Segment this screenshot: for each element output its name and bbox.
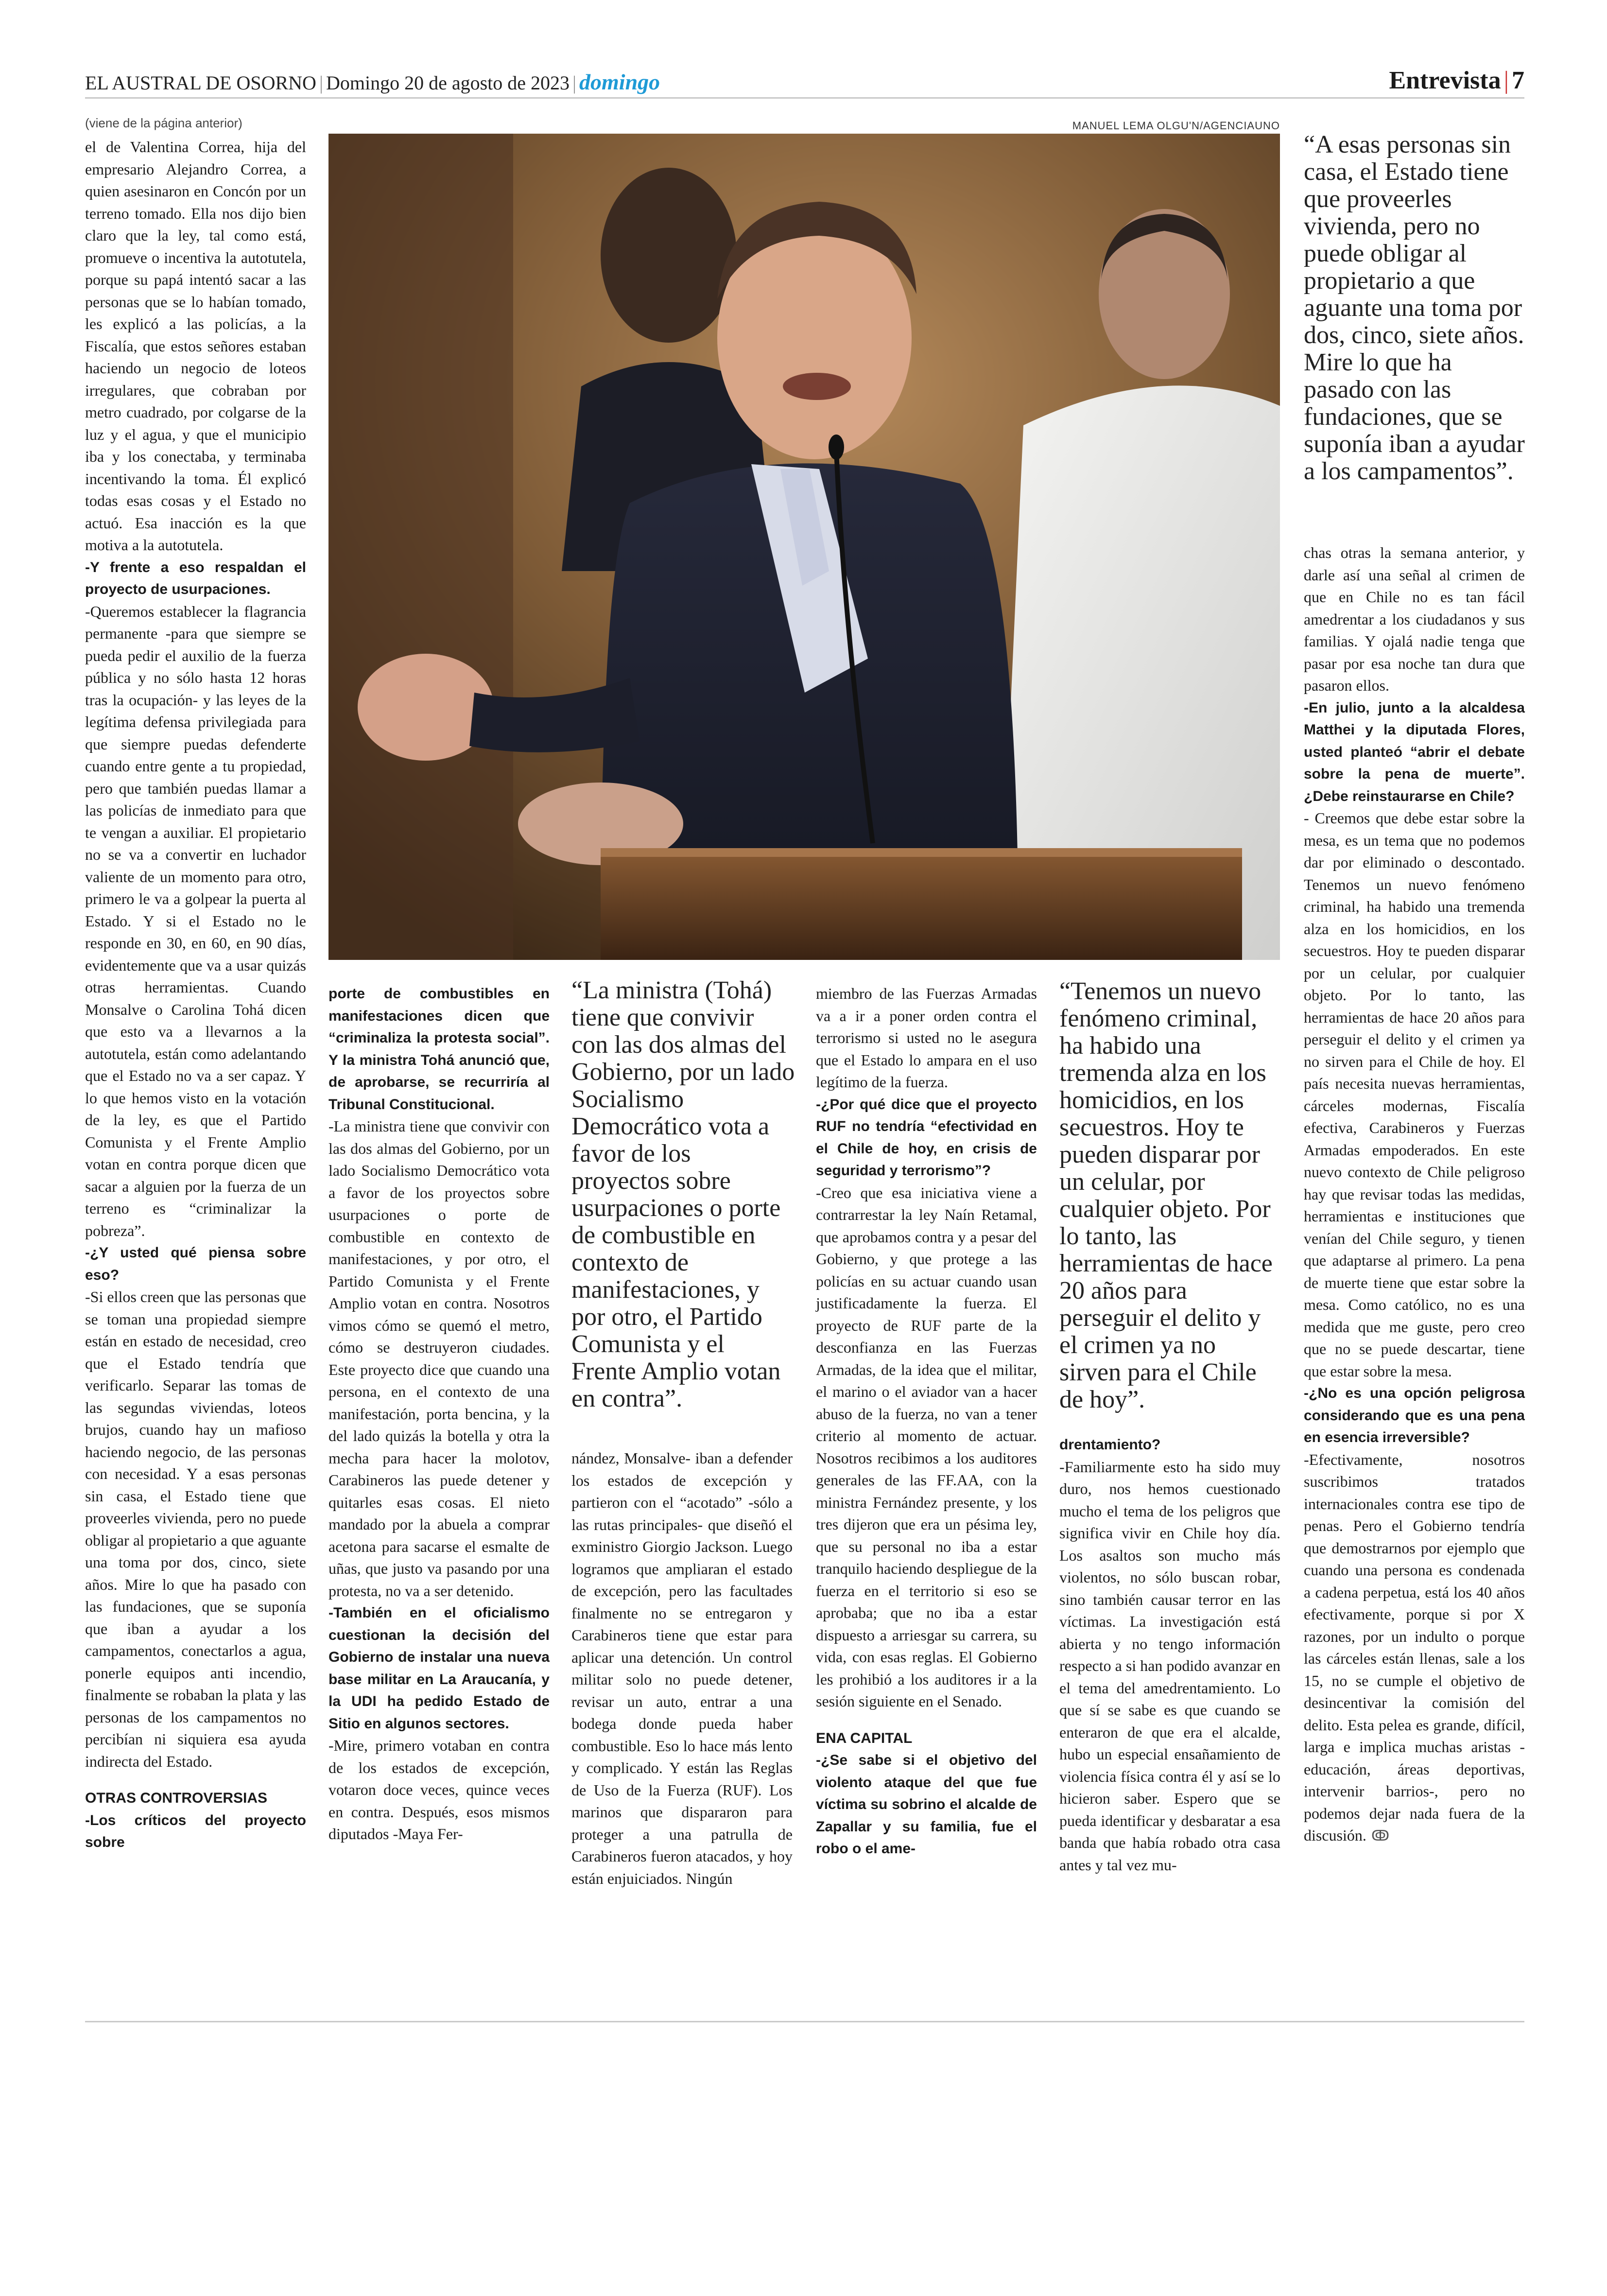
- pull-quote-1: “La ministra (Tohá) tiene que convivir con las dos almas del Gobierno, por un lado Socialismo Democrático vota a favor de los proyectos sobre usurpaciones o porte de combustible en contexto de manifestaciones, y por otro, el Partido Comunista y el Frente Amplio votan en contra”.: [571, 976, 795, 1412]
- section-name: Entrevista: [1389, 67, 1501, 94]
- separator: |: [1503, 67, 1509, 94]
- body-paragraph: miembro de las Fuerzas Armadas va a ir a poner orden contra el terrorismo si usted no le asegura que el Estado lo ampara en el uso legítimo de la fuerza.: [816, 985, 1037, 1091]
- question: -También en el oficialismo cuestionan la decisión del Gobierno de instalar una nueva base militar en La Araucanía, y la UDI ha pedido Estado de Sitio en algunos sectores.: [328, 1605, 550, 1732]
- separator: |: [319, 72, 323, 94]
- continued-note: (viene de la página anterior): [85, 116, 242, 130]
- article-column-5: [1059, 1434, 1280, 1876]
- edition-date: Domingo 20 de agosto de 2023: [326, 72, 570, 94]
- page-number: 7: [1512, 67, 1524, 94]
- photo-illustration: [328, 134, 1280, 960]
- question: -¿Se sabe si el objetivo del violento ataque del que fue víctima su sobrino el alcalde de Zapallar y su familia, fue el robo o el ame-: [816, 1752, 1037, 1857]
- body-paragraph: chas otras la semana anterior, y darle así una señal al crimen de que en Chile no es tan fácil amedrentar a los ciudadanos y sus familias. Y ojalá nadie tenga que pasar por esa noche tan dura que pasaron ellos.: [1304, 544, 1525, 694]
- article-column-1: [85, 136, 306, 1854]
- article-column-6: [1304, 542, 1525, 1847]
- body-paragraph: [1304, 1449, 1525, 1847]
- interview-photo: [328, 134, 1280, 960]
- publication-name: EL AUSTRAL DE OSORNO: [85, 72, 316, 94]
- separator: |: [572, 72, 577, 94]
- final-paragraph-text: -Efectivamente, nosotros suscribimos tratados internacionales contra ese tipo de penas. Pero el Gobierno tendría que demostrarnos por ejemplo que cuando una persona es condenada a cadena perpetua, está los 40 años efectivamente, porque si por X razones, por un indulto o porque las cárceles están llenas, sale a los 15, no se cumple el objetivo de desincentivar la comisión del delito. Esta pelea es grande, difícil, larga e implica muchas aristas -educación, áreas deportivas, intervenir barrios-, pero no podemos dejar nada fuera de la discusión.: [1304, 1450, 1525, 1844]
- body-paragraph: - Creemos que debe estar sobre la mesa, es un tema que no podemos dar por eliminado o descontado. Tenemos un nuevo fenómeno criminal, ha habido una tremenda alza en los homicidios, en los secuestros. Hoy te pueden disparar por un celular, por cualquier objeto. Por lo tanto, las herramientas de hace 20 años para perseguir el delito y el crimen ya no sirven para el Chile de hoy. El país necesita nuevas herramientas, cárceles modernas, Fiscalía efectiva, Carabineros y Fuerzas Armadas empoderados. En este nuevo contexto de Chile peligroso hay que revisar todas las medidas, herramientas e instituciones que venían del Chile seguro, y tienen que adaptarse al primero. La pena de muerte tiene que estar sobre la mesa. Como católico, no es una medida que me guste, pero creo que no se puede descartar, tiene que estar sobre la mesa.: [1304, 809, 1525, 1380]
- question: -Los críticos del proyecto sobre: [85, 1812, 306, 1850]
- body-paragraph: nández, Monsalve- iban a defender los estados de excepción y partieron con el “acotado” -sólo a las rutas principales- que diseñó el exministro Giorgio Jackson. Luego logramos que ampliaran el estado de excepción, pero las facultades finalmente no se entregaron y Carabineros tiene que estar para aplicar una detención. Un control militar solo no puede detener, revisar un auto, entrar a una bodega donde pueda haber combustible. Eso lo hace más lento y complicado. Y están las Reglas de Uso de la Fuerza (RUF). Los marinos que dispararon para proteger a una patrulla de Carabineros fueron atacados, y hoy están enjuiciados. Ningún: [571, 1449, 793, 1887]
- section-header: [1389, 66, 1524, 95]
- body-paragraph: -Creo que esa iniciativa viene a contrarrestar la ley Naín Retamal, que aprobamos contra y a pesar del Gobierno, y que protege a las policías en su actuar cuando usan justificadamente la fuerza. El proyecto de RUF parte de la desconfianza en las Fuerzas Armadas, de la idea que el militar, el marino o el aviador van a hacer abuso de la fuerza, no van a tener criterio al momento de actuar. Nosotros recibimos a los auditores generales de las FF.AA, con la ministra Fernández presente, y los tres dijeron que era un pésima ley, que su personal no iba a estar tranquilo haciendo despliegue de la fuerza en el territorio si eso se aprobaba; que no iba a estar dispuesto a arriesgar su carrera, su vida, con esas reglas. El Gobierno les prohibió a los auditores ir a la sesión siguiente en el Senado.: [816, 1183, 1037, 1710]
- question: porte de combustibles en manifestaciones dicen que “criminaliza la protesta social”. Y la ministra Tohá anunció que, de aprobarse, se recurriría al Tribunal Constitucional.: [328, 986, 550, 1113]
- body-paragraph: -Si ellos creen que las personas que se toman una propiedad siempre están en estado de necesidad, creo que el Estado tendría que verificarlo. Separar las tomas de las segundas viviendas, loteos brujos, cuando hay un mafioso haciendo negocio, de las personas con necesidad. Y a esas personas sin casa, el Estado tiene que proveerles vivienda, pero no puede obligar al propietario a que aguante una toma por dos, cinco, siete años. Mire lo que ha pasado con las fundaciones, que se suponía que iban a ayudar a los campamentos, conectarlos a agua, ponerle equipos anti incendio, finalmente se robaban la plata y las personas de los campamentos no percibían ni siquiera esa ayuda indirecta del Estado.: [85, 1288, 306, 1770]
- question: -¿Por qué dice que el proyecto RUF no tendría “efectividad en el Chile de hoy, en crisis de seguridad y terrorismo”?: [816, 1096, 1037, 1179]
- body-paragraph: -Familiarmente esto ha sido muy duro, nos hemos cuestionado mucho el tema de los peligros que significa vivir en Chile hoy día. Los asaltos son mucho más violentos, no sólo buscan robar, sino también causar terror en las víctimas. La investigación está abierta y no tengo información respecto a si han podido avanzar en el tema del amedrentamiento. Lo que sí se sabe es que cuando se enteraron de que era el alcalde, hubo un especial ensañamiento de violencia física contra él y así se lo hicieron saber. Espero que se pueda identificar y desbaratar a esa banda que había robado otra casa antes y tal vez mu-: [1059, 1458, 1280, 1874]
- end-of-article-icon: ↂ: [1371, 1827, 1390, 1844]
- article-column-4: [816, 983, 1037, 1860]
- body-paragraph: -Mire, primero votaban en contra de los estados de excepción, votaron doce veces, quince veces en contra. Después, esos mismos diputados -Maya Fer-: [328, 1737, 550, 1843]
- question: -¿No es una opción peligrosa considerando que es una pena en esencia irreversible?: [1304, 1385, 1525, 1445]
- header-rule: [85, 97, 1524, 99]
- body-paragraph: el de Valentina Correa, hija del empresario Alejandro Correa, a quien asesinaron en Concón por un terreno tomado. Ella nos dijo bien claro que la ley, tal como está, promueve o incentiva la autotutela, porque su papá intentó sacar a las personas que se lo habían tomado, les explicó a las policías, a la Fiscalía, que estos señores estaban haciendo un negocio de loteos irregulares, que cobraban por metro cuadrado, por colgarse de la luz y el agua, y que el municipio iba y los conectaba, y terminaba incentivando la toma. Él explicó todas esas cosas y el Estado no actuó. Esa inacción es la que motiva a la autotutela.: [85, 138, 306, 554]
- question: drentamiento?: [1059, 1437, 1161, 1453]
- pull-quote-3: “A esas personas sin casa, el Estado tiene que proveerles vivienda, pero no puede obligar al propietario a que aguante una toma por dos, cinco, siete años. Mire lo que ha pasado con las fundaciones, que se suponía iban a ayudar a los campamentos”.: [1304, 131, 1525, 485]
- subheading: ENA CAPITAL: [816, 1730, 913, 1746]
- masthead: [85, 69, 660, 95]
- photo-credit: MANUEL LEMA OLGU'N/AGENCIAUNO: [1072, 120, 1280, 132]
- question: -Y frente a eso respaldan el proyecto de usurpaciones.: [85, 559, 306, 597]
- body-paragraph: -La ministra tiene que convivir con las dos almas del Gobierno, por un lado Socialismo Democrático vota a favor de los proyectos sobre usurpaciones o porte de combustible en contexto de manifestaciones, y por otro, el Partido Comunista y el Frente Amplio votan en contra. Nosotros vimos cómo se quemó el metro, cómo se destruyeron ciudades. Este proyecto dice que cuando una persona, en el contexto de una manifestación, porta bencina, y la del lado quizás la botella y otra la mecha para hacer la molotov, Carabineros las puede detener y quitarles esas cosas. El nieto mandado por la abuela a comprar acetona para sacarse el esmalte de uñas, que justo va pasando por una protesta, no va a ser detenido.: [328, 1117, 550, 1600]
- body-paragraph: -Queremos establecer la flagrancia permanente -para que siempre se pueda pedir el auxilio de la fuerza pública y no sólo hasta 12 horas tras la ocupación- y las leyes de la legítima defensa privilegiada para que siempre puedas defenderte cuando entre gente a tu propiedad, pero que también puedas llamar a las policías de inmediato para que te vengan a auxiliar. El propietario no se va a convertir en luchador valiente de un momento para otro, primero le va a golpear la puerta al Estado. Y si el Estado no le responde en 30, en 60, en 90 días, evidentemente que va a usar quizás otras herramientas. Cuando Monsalve o Carolina Tohá dicen que esto va a llevarnos a la autotutela, están como adelantando que el Estado no va a ser capaz. Y lo que hemos visto en la votación de la ley, es que el Partido Comunista y el Frente Amplio votan en contra porque dicen que sacar a alguien por la fuerza de un terreno es “criminalizar la pobreza”.: [85, 602, 306, 1239]
- question: -En julio, junto a la alcaldesa Matthei y la diputada Flores, usted planteó “abrir el debate sobre la pena de muerte”. ¿Debe reinstaurarse en Chile?: [1304, 699, 1525, 804]
- pull-quote-2: “Tenemos un nuevo fenómeno criminal, ha habido una tremenda alza en los homicidios, en los secuestros. Hoy te pueden disparar por un celular, por cualquier objeto. Por lo tanto, las herramientas de hace 20 años para perseguir el delito y el crimen ya no sirven para el Chile de hoy”.: [1059, 977, 1273, 1413]
- article-column-2: [328, 983, 550, 1845]
- article-column-3: [571, 1447, 793, 1890]
- section-brand: domingo: [579, 70, 660, 94]
- subheading: OTRAS CONTROVERSIAS: [85, 1790, 268, 1806]
- question: -¿Y usted qué piensa sobre eso?: [85, 1245, 306, 1283]
- footer-rule: [85, 2021, 1524, 2022]
